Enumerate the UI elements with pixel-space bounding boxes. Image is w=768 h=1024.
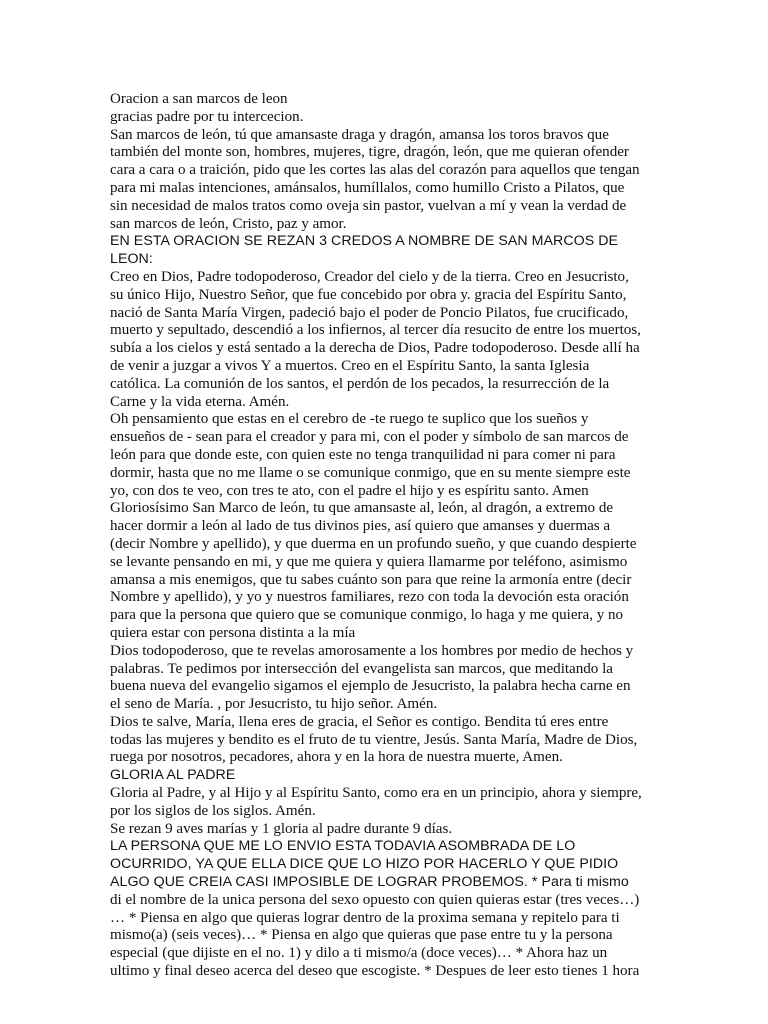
text-line: nació de Santa María Virgen, padeció bajo el poder de Poncio Pilatos, fue crucificado, (110, 304, 629, 321)
text-line: san marcos de león, Cristo, paz y amor. (110, 215, 347, 232)
text-line: ultimo y final deseo acerca del deseo que escogiste. * Despues de leer esto tienes 1 hora (110, 963, 640, 980)
heading-line: EN ESTA ORACION SE REZAN 3 CREDOS A NOMBRE DE SAN MARCOS DE (110, 233, 619, 250)
text-line: Se rezan 9 aves marías y 1 gloria al padre durante 9 días. (110, 820, 453, 837)
text-line: hacer dormir a león al lado de tus divinos pies, así quiero que amanses y duermas a (110, 518, 611, 535)
text-line: también del monte son, hombres, mujeres, tigre, dragón, león, que me quieran ofender (110, 144, 629, 161)
text-line: Carne y la vida eterna. Amén. (110, 393, 290, 410)
text-line: ensueños de - sean para el creador y para mi, con el poder y símbolo de san marcos de (110, 429, 629, 446)
document-body (110, 91, 658, 981)
text-line: Creo en Dios, Padre todopoderoso, Creador del cielo y de la tierra. Creo en Jesucristo, (110, 268, 629, 285)
text-line: Gloriosísimo San Marco de león, tu que amansaste al, león, al dragón, a extremo de (110, 500, 614, 517)
text-line: el seno de María. , por Jesucristo, tu hijo señor. Amén. (110, 696, 438, 713)
heading-line: GLORIA AL PADRE (110, 767, 236, 784)
heading-line: LA PERSONA QUE ME LO ENVIO ESTA TODAVIA ASOMBRADA DE LO (110, 838, 576, 855)
heading-line: ALGO QUE CREIA CASI IMPOSIBLE DE LOGRAR PROBEMOS. * Para ti mismo (110, 874, 629, 891)
text-line: ruega por nosotros, pecadores, ahora y en la hora de nuestra muerte, Amen. (110, 749, 563, 766)
text-line: por los siglos de los siglos. Amén. (110, 802, 316, 819)
text-line: dormir, hasta que no me llame o se comunique conmigo, que en su mente siempre este (110, 464, 631, 481)
heading-line: LEON: (110, 251, 153, 268)
text-line: amansa a mis enemigos, que tu sabes cuánto son para que reine la armonía entre (decir (110, 571, 632, 588)
text-line: gracias padre por tu intercecion. (110, 108, 304, 125)
text-line: di el nombre de la unica persona del sexo opuesto con quien quieras estar (tres veces…) (110, 891, 640, 908)
text-line: buena nueva del evangelio sigamos el ejemplo de Jesucristo, la palabra hecha carne en (110, 678, 631, 695)
text-line: quiera estar con persona distinta a la mía (110, 624, 356, 641)
text-line: Dios todopoderoso, que te revelas amorosamente a los hombres por medio de hechos y (110, 642, 634, 659)
text-line: muerto y sepultado, descendió a los infiernos, al tercer día resucito de entre los muertos, (110, 322, 641, 339)
text-line: león para que donde este, con quien este no tenga tranquilidad ni para comer ni para (110, 446, 616, 463)
text-line: yo, con dos te veo, con tres te ato, con el padre el hijo y es espíritu santo. Amen (110, 482, 589, 499)
text-line: Dios te salve, María, llena eres de gracia, el Señor es contigo. Bendita tú eres entre (110, 713, 609, 730)
text-line: católica. La comunión de los santos, el perdón de los pecados, la resurrección de la (110, 375, 610, 392)
text-line: San marcos de león, tú que amansaste draga y dragón, amansa los toros bravos que (110, 126, 609, 143)
text-line: … * Piensa en algo que quieras lograr dentro de la proxima semana y repitelo para ti (110, 909, 620, 926)
text-line: Nombre y apellido), y yo y nuestros familiares, rezo con toda la devoción esta oración (110, 589, 629, 606)
text-line: Oh pensamiento que estas en el cerebro de -te ruego te suplico que los sueños y (110, 411, 589, 428)
text-line: todas las mujeres y bendito es el fruto de tu vientre, Jesús. Santa María, Madre de Dios, (110, 731, 638, 748)
text-line: para que la persona que quiero que se comunique conmigo, lo haga y me quiera, y no (110, 607, 624, 624)
text-line: para mi malas intenciones, amánsalos, humíllalos, como humillo Cristo a Pilatos, que (110, 179, 625, 196)
text-line: Gloria al Padre, y al Hijo y al Espíritu Santo, como era en un principio, ahora y siempre, (110, 785, 642, 802)
text-line: cara a cara o a traición, pido que les cortes las alas del corazón para aquellos que tengan (110, 162, 640, 179)
heading-line: OCURRIDO, YA QUE ELLA DICE QUE LO HIZO POR HACERLO Y QUE PIDIO (110, 856, 619, 873)
text-line: especial (que dijiste en el no. 1) y dilo a ti mismo/a (doce veces)… * Ahora haz un (110, 945, 608, 962)
text-line: subía a los cielos y está sentado a la derecha de Dios, Padre todopoderoso. Desde allí ha (110, 340, 640, 357)
text-line: de venir a juzgar a vivos Y a muertos. Creo en el Espíritu Santo, la santa Iglesia (110, 357, 590, 374)
text-line: palabras. Te pedimos por intersección del evangelista san marcos, que meditando la (110, 660, 613, 677)
text-line: se levante pensando en mi, y que me quiera y quiera llamarme por teléfono, asimismo (110, 553, 628, 570)
text-line: sin necesidad de malos tratos como oveja sin pastor, vuelvan a mí y vean la verdad de (110, 197, 627, 214)
text-line: (decir Nombre y apellido), y que duerma en un profundo sueño, y que cuando despierte (110, 535, 637, 552)
text-line: mismo(a) (seis veces)… * Piensa en algo que quieras que pase entre tu y la persona (110, 927, 613, 944)
text-line: Oracion a san marcos de leon (110, 91, 288, 107)
text-line: su único Hijo, Nuestro Señor, que fue concebido por obra y. gracia del Espíritu Santo, (110, 286, 627, 303)
